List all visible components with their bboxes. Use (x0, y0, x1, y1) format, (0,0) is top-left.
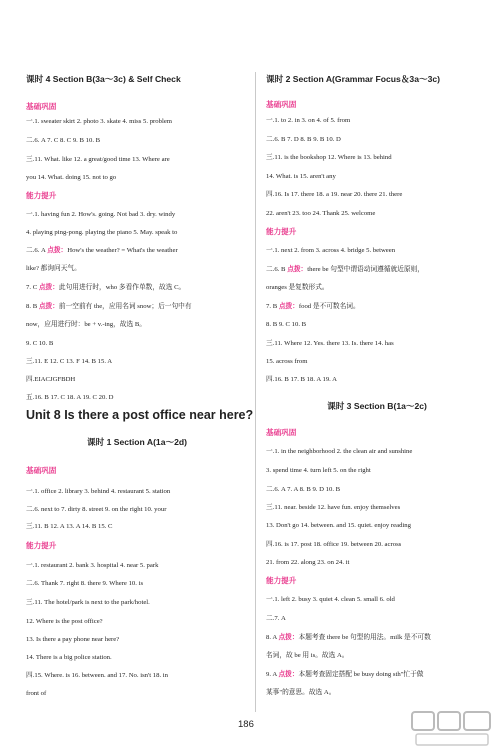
answer-line: 三.11. E 12. C 13. F 14. B 15. A (26, 358, 113, 365)
answer-line: 一.1. restaurant 2. bank 3. hospital 4. near 5. park (26, 562, 159, 569)
section-ability-improvement: 能力提升 (26, 541, 57, 550)
answer-line: 14. What. is 15. aren't any (266, 173, 336, 180)
column-divider (255, 72, 256, 712)
answer-line: 8. B 点拨：前一空前有 the，应用名词 snow；后一句中有 (26, 303, 192, 310)
answer-line: you 14. What. doing 15. not to go (26, 174, 117, 181)
answer-line: 三.11. near. beside 12. have fun. enjoy themselves (266, 504, 401, 511)
answer-line: 三.11. B 12. A 13. A 14. B 15. C (26, 523, 113, 530)
answer-line: 二.6. A 点拨：How's the weather? = What's the weather (26, 247, 178, 254)
answer-line: 二.6. B 7. D 8. B 9. B 10. D (266, 136, 341, 143)
answer-line: 一.1. to 2. in 3. on 4. of 5. from (266, 117, 351, 124)
hint-marker: 点拨： (47, 247, 68, 254)
answer-line: 二.6. B 点拨：there be 句型中谓语动词遵循就近原则， (266, 266, 424, 273)
answer-line: 14. There is a big police station. (26, 654, 112, 661)
answer-line: now，应用进行时：be + v.-ing，故选 B。 (26, 321, 146, 328)
answer-line: 二.7. A (266, 615, 286, 622)
answer-line: like? 都询问天气。 (26, 265, 81, 272)
section-basic-consolidation: 基础巩固 (266, 428, 297, 437)
answer-line: 二.6. A 7. C 8. C 9. B 10. B (26, 137, 101, 144)
answer-line: 二.6. next to 7. dirty 8. street 9. on the right 10. your (26, 506, 167, 513)
answer-line: 8. B 9. C 10. B (266, 321, 307, 328)
answer-line: 21. from 22. along 23. on 24. it (266, 559, 350, 566)
answer-line: 12. Where is the post office? (26, 618, 103, 625)
answer-line: 三.11. Where 12. Yes. there 13. Is. there 14. has (266, 340, 394, 347)
section-ability-improvement: 能力提升 (26, 191, 57, 200)
answer-line: front of (26, 690, 47, 697)
hint-marker: 点拨： (278, 671, 299, 678)
answer-line: 名词，故 be 用 is。故选 A。 (266, 652, 349, 659)
section-ability-improvement: 能力提升 (266, 576, 297, 585)
answer-line: 四.15. Where. is 16. between. and 17. No. isn't 18. in (26, 672, 168, 679)
answer-line: oranges 是复数形式。 (266, 284, 329, 291)
answer-line: 四.EIACJGFBDH (26, 376, 76, 383)
section-basic-consolidation: 基础巩固 (266, 100, 297, 109)
answer-line: 7. C 点拨：此句用进行时，who 多看作单数，故选 C。 (26, 284, 186, 291)
answer-line: 13. Is there a pay phone near here? (26, 636, 120, 643)
hint-marker: 点拨： (287, 266, 308, 273)
hint-marker: 点拨： (38, 303, 59, 310)
answer-line: 四.16. B 17. B 18. A 19. A (266, 376, 337, 383)
answer-line: 四.16. is 17. post 18. office 19. between 20. across (266, 541, 402, 548)
answer-line: 三.11. What. like 12. a great/good time 13. Where are (26, 156, 170, 163)
answer-line: 13. Don't go 14. between. and 15. quiet. enjoy reading (266, 522, 411, 529)
answer-line: 五.16. B 17. C 18. A 19. C 20. D (26, 394, 114, 401)
answer-line: 8. A 点拨：本题考查 there be 句型的用法。milk 是不可数 (266, 634, 431, 641)
answer-line: 一.1. in the neighborhood 2. the clean air and sunshine (266, 448, 413, 455)
answer-line: 三.11. The hotel/park is next to the park/hotel. (26, 599, 150, 606)
hint-marker: 点拨： (278, 303, 299, 310)
section-basic-consolidation: 基础巩固 (26, 466, 57, 475)
lesson-1-title: 课时 1 Section A(1a～2d) (87, 437, 187, 447)
page-number: 186 (238, 719, 254, 730)
answer-line: 9. C 10. B (26, 340, 54, 347)
answer-line: 二.6. A 7. A 8. B 9. D 10. B (266, 486, 341, 493)
lesson-2-title: 课时 2 Section A(Grammar Focus＆3a～3c) (266, 74, 440, 84)
answer-line: 一.1. next 2. from 3. across 4. bridge 5. between (266, 247, 396, 254)
answer-line: 某事"的意思。故选 A。 (266, 689, 336, 696)
answer-line: 一.1. sweater skirt 2. photo 3. skate 4. miss 5. problem (26, 118, 172, 125)
answer-line: 四.16. Is 17. there 18. a 19. near 20. there 21. there (266, 191, 403, 198)
hint-marker: 点拨： (38, 284, 59, 291)
answer-line: 7. B 点拨：food 是不可数名词。 (266, 303, 360, 310)
section-basic-consolidation: 基础巩固 (26, 102, 57, 111)
unit-8-title: Unit 8 Is there a post office near here? (26, 408, 254, 422)
lesson-4-title: 课时 4 Section B(3a～3c) & Self Check (26, 74, 181, 84)
answer-line: 4. playing ping-pong. playing the piano 5. May. speak to (26, 229, 178, 236)
answer-line: 一.1. office 2. library 3. behind 4. restaurant 5. station (26, 488, 171, 495)
answer-line: 二.6. Thank 7. right 8. there 9. Where 10. is (26, 580, 144, 587)
answer-line: 3. spend time 4. turn left 5. on the right (266, 467, 371, 474)
answer-line: 一.1. having fun 2. How's. going. Not bad 3. dry. windy (26, 211, 176, 218)
answer-line: 22. aren't 23. too 24. Thank 25. welcome (266, 210, 376, 217)
answer-line: 15. across from (266, 358, 308, 365)
hint-marker: 点拨： (278, 634, 299, 641)
watermark-logo (410, 709, 494, 749)
answer-line: 三.11. is the bookshop 12. Where is 13. behind (266, 154, 392, 161)
lesson-3-title: 课时 3 Section B(1a～2c) (327, 401, 427, 411)
answer-line: 9. A 点拨：本题考查固定搭配 be busy doing sth"忙于做 (266, 671, 424, 678)
answer-line: 一.1. left 2. busy 3. quiet 4. clean 5. small 6. old (266, 596, 395, 603)
section-ability-improvement: 能力提升 (266, 227, 297, 236)
